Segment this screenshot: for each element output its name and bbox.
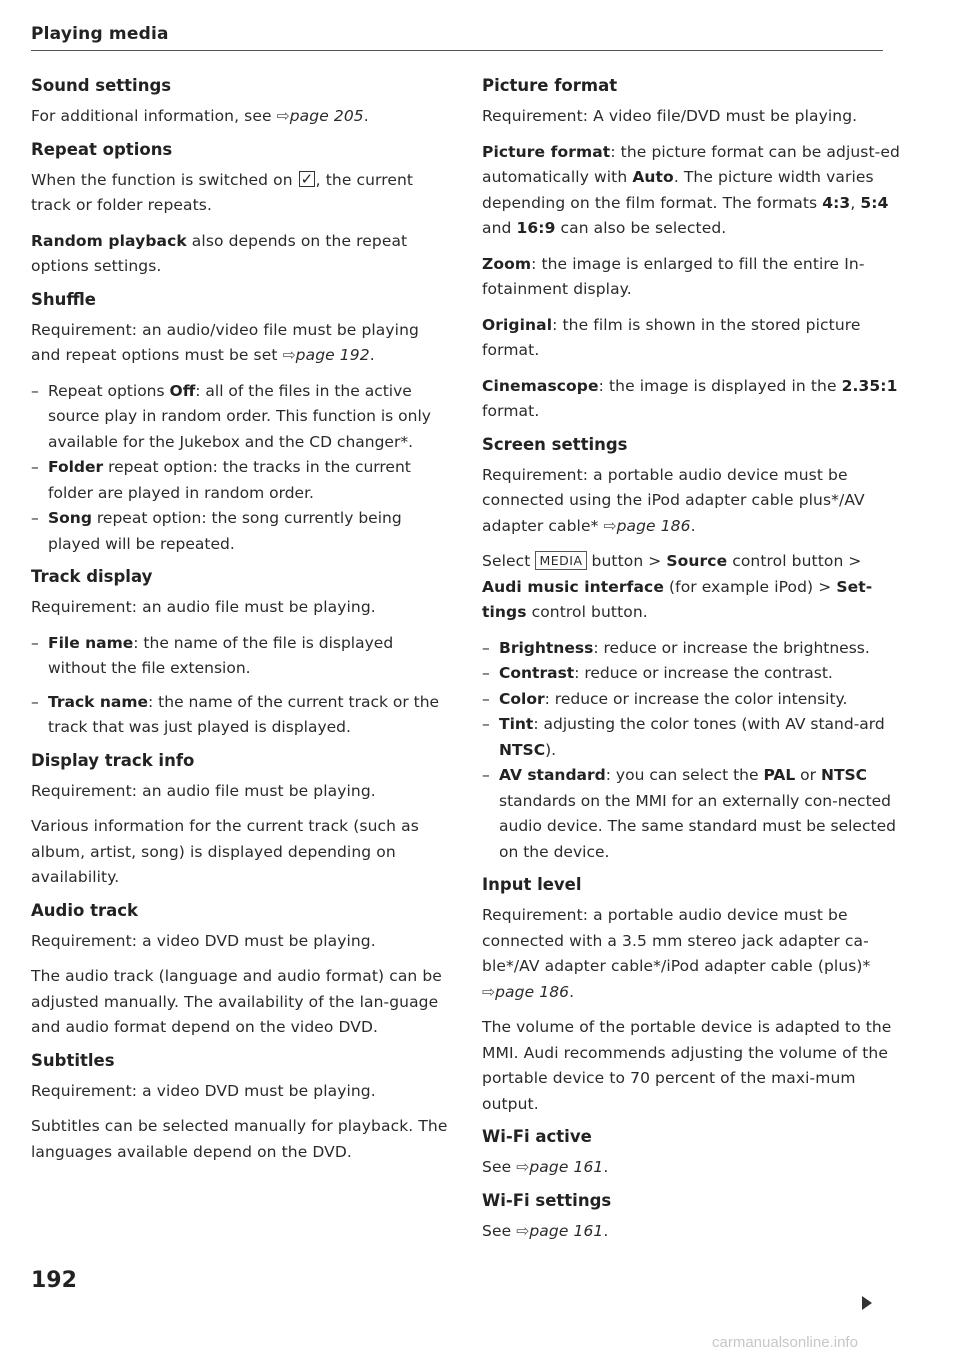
input-level-requirement: Requirement: a portable audio device must be connected with a 3.5 mm stereo jack adapter ca-ble*/AV adapter cable*/iPod adapter cable (plus)* ⇨page 186.: [482, 906, 871, 1001]
picture-format-text: Picture format: the picture format can be adjust-ed automatically with Auto. The picture width varies depending on the film format. The formats 4:3, 5:4 and 16:9 can also be selected.: [482, 142, 900, 237]
reference-arrow-icon: ⇨: [282, 346, 296, 364]
display-track-info-requirement: Requirement: an audio file must be playing.: [31, 781, 376, 800]
media-key: MEDIA: [535, 551, 586, 570]
list-item: – Folder repeat option: the tracks in the current folder are played in random order.: [31, 455, 451, 506]
page-reference-link[interactable]: ⇨page 161: [516, 1158, 604, 1176]
track-display-heading: Track display: [31, 567, 153, 586]
section-title: Playing media: [31, 24, 169, 44]
list-item: – Contrast: reduce or increase the contrast.: [482, 661, 902, 687]
screen-settings-list: [482, 636, 902, 866]
list-item: – Track name: the name of the current track or the track that was just played is displayed.: [31, 690, 451, 741]
list-item: – Brightness: reduce or increase the brightness.: [482, 636, 902, 662]
display-track-info-text: Various information for the current track (such as album, artist, song) is displayed depending on availability.: [31, 817, 419, 886]
page-reference-link[interactable]: ⇨page 186: [482, 982, 570, 1001]
track-display-list: [31, 631, 451, 741]
audio-track-requirement: Requirement: a video DVD must be playing.: [31, 931, 376, 950]
original-text: Original: the film is shown in the stored picture format.: [482, 315, 861, 359]
sound-settings-text: For additional information, see ⇨page 205.: [31, 107, 369, 125]
repeat-options-heading: Repeat options: [31, 139, 173, 159]
list-item: – AV standard: you can select the PAL or NTSC standards on the MMI for an externally con-nected audio device. The same standard must be selected on the device.: [482, 763, 902, 865]
input-level-text: The volume of the portable device is adapted to the MMI. Audi recommends adjusting the volume of the portable device to 70 percent of the maxi-mum output.: [482, 1018, 892, 1113]
wifi-active-heading: Wi-Fi active: [482, 1127, 592, 1146]
repeat-options-text: When the function is switched on ✓, the current track or folder repeats.: [31, 168, 451, 219]
shuffle-requirement: Requirement: an audio/video file must be playing and repeat options must be set ⇨page 192.: [31, 320, 419, 364]
wifi-settings-heading: Wi-Fi settings: [482, 1190, 612, 1210]
picture-format-heading: Picture format: [482, 76, 618, 95]
page-number: 192: [31, 1268, 77, 1293]
left-column: [31, 66, 451, 1175]
watermark: carmanualsonline.info: [712, 1334, 858, 1351]
screen-settings-heading: Screen settings: [482, 434, 628, 454]
shuffle-list: [31, 379, 451, 558]
shuffle-heading: Shuffle: [31, 289, 96, 309]
screen-settings-requirement: Requirement: a portable audio device must be connected using the iPod adapter cable plus*/AV adapter cable* ⇨page 186.: [482, 465, 865, 535]
input-level-heading: Input level: [482, 875, 582, 894]
audio-track-text: The audio track (language and audio format) can be adjusted manually. The availability of the lan-guage and audio format depend on the video DVD.: [31, 967, 442, 1036]
list-item: – Tint: adjusting the color tones (with AV stand-ard NTSC).: [482, 712, 902, 763]
random-playback-text: Random playback also depends on the repeat options settings.: [31, 231, 408, 275]
page-reference-link[interactable]: ⇨page 205: [276, 107, 364, 125]
sound-settings-heading: Sound settings: [31, 76, 172, 95]
checkbox-checked-icon: [299, 171, 315, 187]
reference-arrow-icon: ⇨: [603, 516, 617, 535]
screen-settings-navigation: Select MEDIA button > Source control button > Audi music interface (for example iPod) > Set-tings control button.: [482, 552, 873, 621]
picture-format-requirement: Requirement: A video file/DVD must be playing.: [482, 107, 858, 125]
wifi-settings-text: See ⇨page 161.: [482, 1221, 609, 1240]
list-item: – Song repeat option: the song currently being played will be repeated.: [31, 506, 451, 557]
page-reference-link[interactable]: ⇨page 192: [282, 346, 370, 364]
reference-arrow-icon: ⇨: [516, 1221, 530, 1240]
cinemascope-text: Cinemascope: the image is displayed in the 2.35:1 format.: [482, 376, 898, 420]
subtitles-text: Subtitles can be selected manually for playback. The languages available depend on the DVD.: [31, 1117, 448, 1161]
track-display-requirement: Requirement: an audio file must be playing.: [31, 598, 376, 616]
page-header: [31, 24, 883, 51]
display-track-info-heading: Display track info: [31, 750, 195, 770]
list-item: – Repeat options Off: all of the files in the active source play in random order. This function is only available for the Jukebox and the CD changer*.: [31, 379, 451, 456]
page-reference-link[interactable]: ⇨page 186: [603, 516, 691, 535]
right-column: [482, 66, 902, 1254]
continue-arrow-icon: [862, 1296, 872, 1310]
subtitles-heading: Subtitles: [31, 1050, 115, 1070]
zoom-text: Zoom: the image is enlarged to fill the entire In-fotainment display.: [482, 254, 865, 298]
list-item: – Color: reduce or increase the color intensity.: [482, 687, 902, 713]
list-item: – File name: the name of the file is displayed without the file extension.: [31, 631, 451, 682]
page-reference-link[interactable]: ⇨page 161: [516, 1221, 604, 1240]
wifi-active-text: See ⇨page 161.: [482, 1158, 609, 1176]
reference-arrow-icon: ⇨: [516, 1158, 530, 1176]
subtitles-requirement: Requirement: a video DVD must be playing.: [31, 1081, 376, 1100]
reference-arrow-icon: ⇨: [482, 982, 496, 1001]
audio-track-heading: Audio track: [31, 900, 138, 920]
reference-arrow-icon: ⇨: [276, 107, 290, 125]
